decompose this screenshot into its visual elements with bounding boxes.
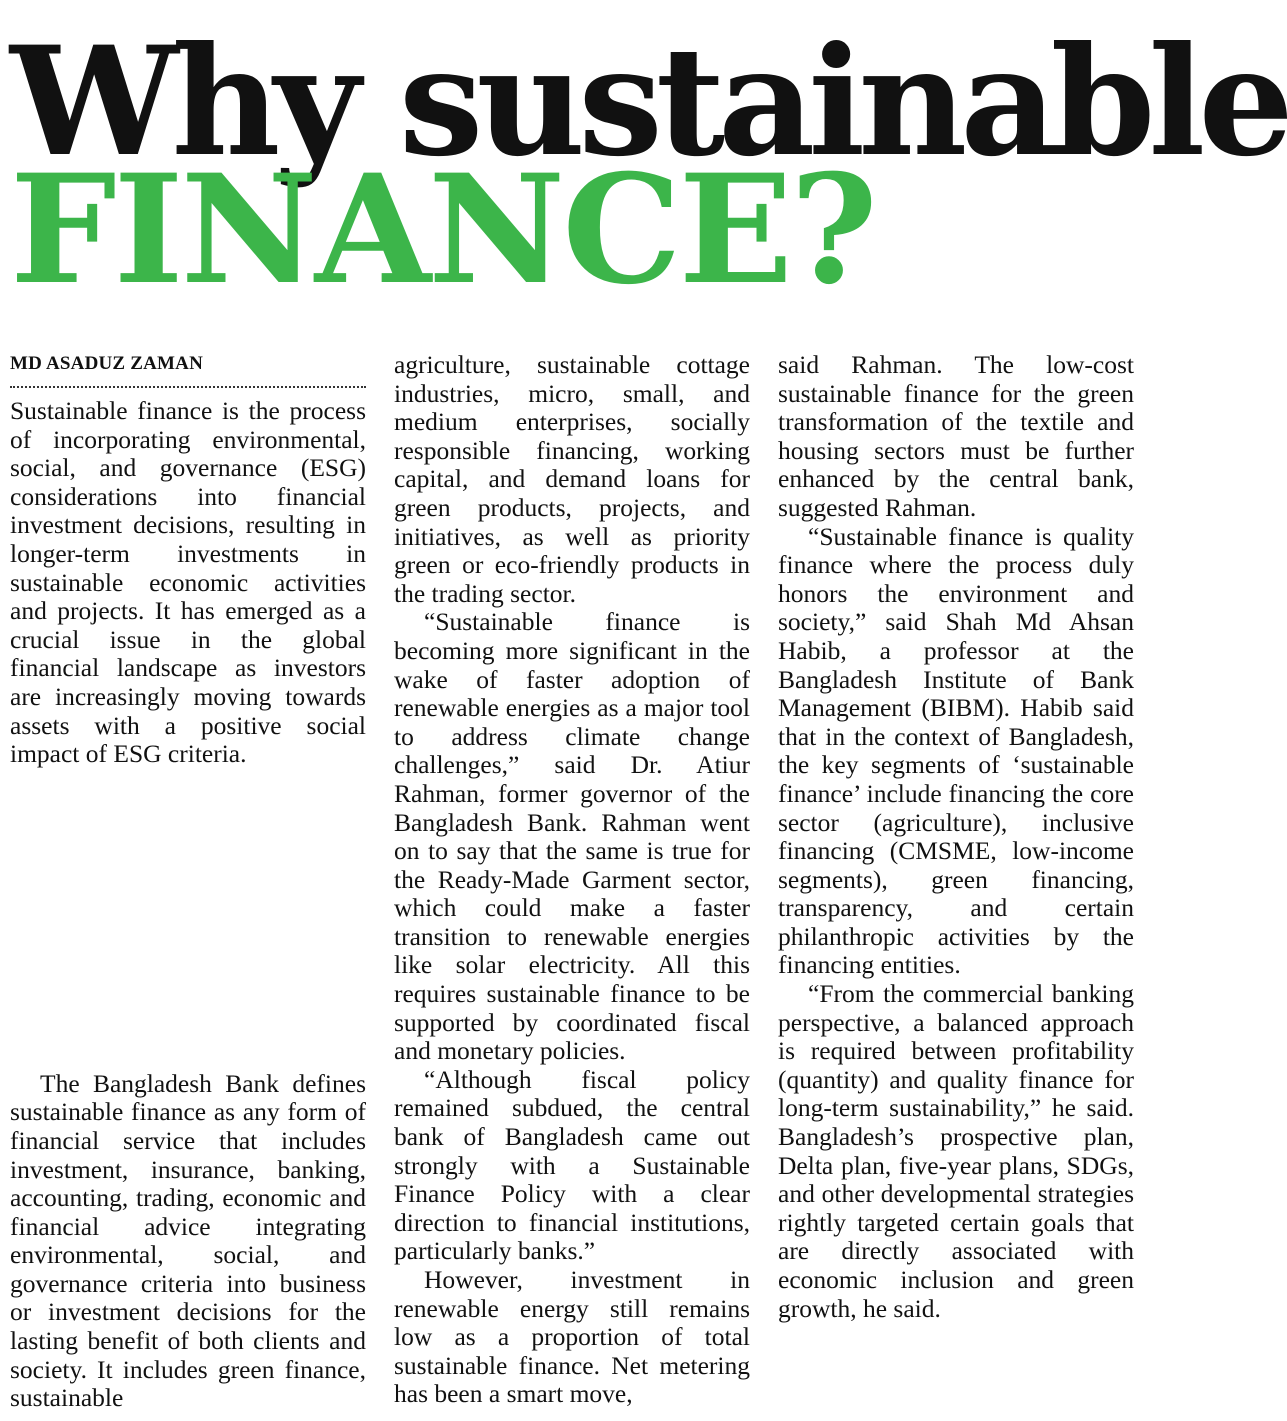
paragraph-intro: Sustainable finance is the process of incorporating environmental, social, and governance (ESG) considerations into financial investment decisions, resulting in longer-term investments in sustainable economic activities and projects. It has emerged as a crucial issue in the global financial landscape as investors are increasingly moving towards assets with a positive social impact of ESG criteria. [10,396,366,769]
byline: MD ASADUZ ZAMAN [10,353,203,374]
paragraph-banking-perspective: “From the commercial banking perspective, a balanced approach is required between profitability (quantity) and quality finance for long-term sustainability,” he said. Bangladesh’s prospective plan, Delta plan, five-year plans, SDGs, and other developmental strategies rightly targeted certain goals that are directly associated with economic inclusion and green growth, he said. [778,979,1134,1323]
column-gap [10,769,366,1070]
article-column-2 [394,351,750,1409]
article-column-3 [778,351,1134,1323]
paragraph-renewable-investment: However, investment in renewable energy still remains low as a proportion of total sustainable finance. Net metering has been a smart move, [394,1265,750,1409]
article-column-1 [10,350,366,1413]
byline-divider [10,386,366,388]
paragraph-low-cost-finance: said Rahman. The low-cost sustainable finance for the green transformation of the textile and housing sectors must be further enhanced by the central bank, suggested Rahman. [778,350,1134,522]
headline-line-1: Why sustainable [10,14,1287,190]
headline-line-2: FINANCE? [10,142,875,318]
paragraph-quote-rahman: “Sustainable finance is becoming more significant in the wake of faster adoption of renewable energies as a major tool to address climate change challenges,” said Dr. Atiur Rahman, former governor of the Bangladesh Bank. Rahman went on to say that the same is true for the Ready-Made Garment sector, which could make a faster transition to renewable energies like solar electricity. All this requires sustainable finance to be supported by coordinated fiscal and monetary policies. [394,607,750,1066]
paragraph-definition: The Bangladesh Bank defines sustainable finance as any form of financial service that includes investment, insurance, banking, accounting, trading, economic and financial advice integrating environmental, social, and governance criteria into business or investment decisions for the lasting benefit of both clients and society. It includes green finance, sustainable [10,1068,366,1413]
paragraph-fiscal-policy: “Although fiscal policy remained subdued, the central bank of Bangladesh came out strongly with a Sustainable Finance Policy with a clear direction to financial institutions, particularly banks.” [394,1064,750,1266]
paragraph-quote-habib: “Sustainable finance is quality finance where the process duly honors the environment and society,” said Shah Md Ahsan Habib, a professor at the Bangladesh Institute of Bank Management (BIBM). Habib said that in the context of Bangladesh, the key segments of ‘sustainable finance’ include financing the core sector (agriculture), inclusive financing (CMSME, low-income segments), green financing, transparency, and certain philanthropic activities by the financing entities. [778,521,1134,980]
headline [10,14,1287,318]
paragraph-continued-list: agriculture, sustainable cottage industries, micro, small, and medium enterprises, socially responsible financing, working capital, and demand loans for green products, projects, and initiatives, as well as priority green or eco-friendly products in the trading sector. [394,350,750,608]
